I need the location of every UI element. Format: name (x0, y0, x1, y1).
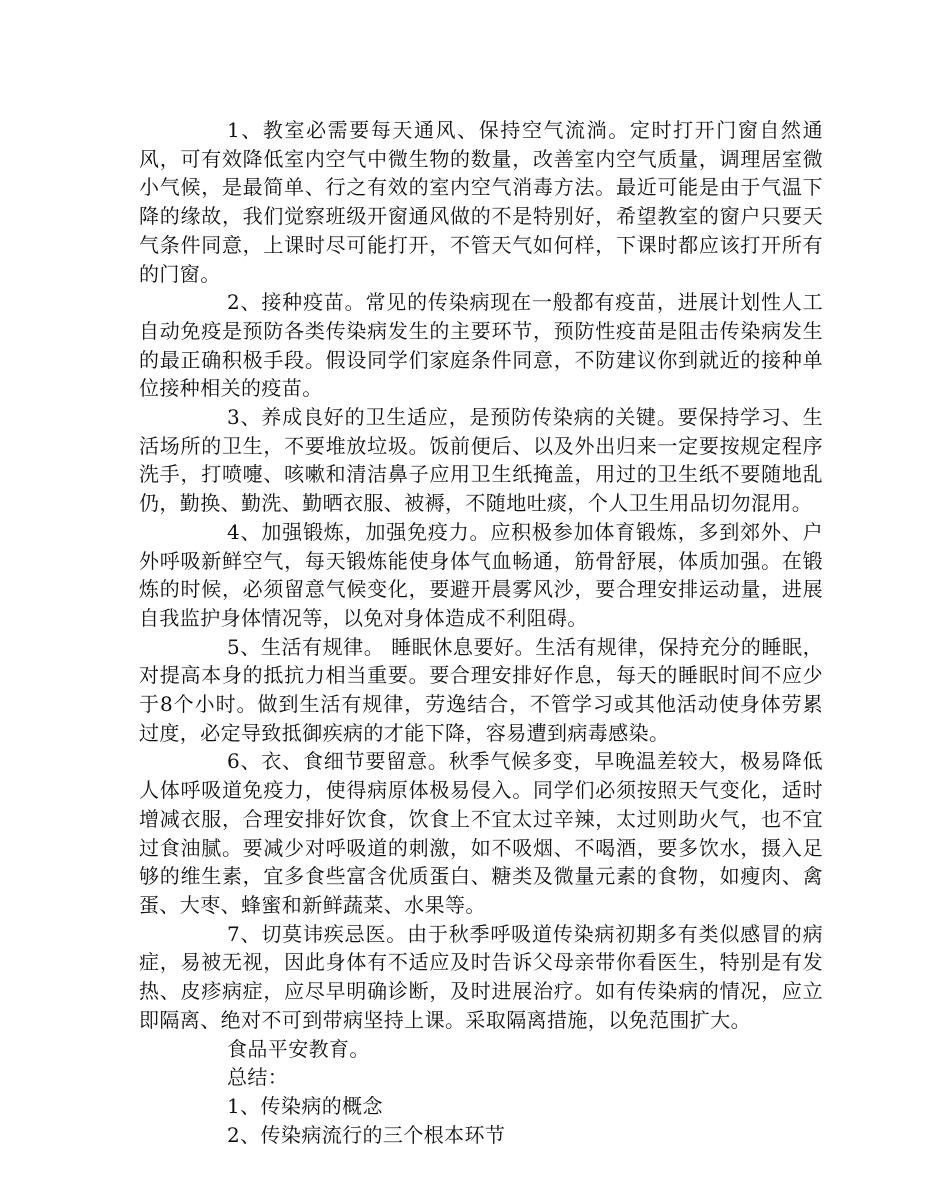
document-body (139, 116, 823, 1149)
line-food-safety: 食品平安教育。 (227, 1036, 370, 1061)
paragraph-regular-life: 5、生活有规律。 睡眠休息要好。生活有规律，保持充分的睡眠，对提高本身的抵抗力相当重要。要合理安排好作息，每天的睡眠时间不应少于8个小时。做到生活有规律，劳逸结合，不管学习或其他活动使身体劳累过度，必定导致抵御疾病的才能下降，容易遭到病毒感染。 (139, 634, 823, 745)
line-summary-item-1: 1、传染病的概念 (227, 1093, 383, 1118)
line-summary-item-2: 2、传染病流行的三个根本环节 (227, 1122, 506, 1147)
paragraph-ventilation: 1、教室必需要每天通风、保持空气流淌。定时打开门窗自然通风，可有效降低室内空气中微生物的数量，改善室内空气质量，调理居室微小气候，是最简单、行之有效的室内空气消毒方法。最近可能是由于气温下降的缘故，我们觉察班级开窗通风做的不是特别好，希望教室的窗户只要天气条件同意，上课时尽可能打开，不管天气如何样，下课时都应该打开所有的门窗。 (139, 118, 823, 286)
paragraph-clothing-food: 6、衣、食细节要留意。秋季气候多变，早晚温差较大，极易降低人体呼吸道免疫力，使得病原体极易侵入。同学们必须按照天气变化，适时增减衣服，合理安排好饮食，饮食上不宜太过辛辣，太过则助火气，也不宜过食油腻。要减少对呼吸道的刺激，如不吸烟、不喝酒，要多饮水，摄入足够的维生素，宜多食些富含优质蛋白、糖类及微量元素的食物，如瘦肉、禽蛋、大枣、蜂蜜和新鲜蔬菜、水果等。 (139, 749, 823, 917)
paragraph-exercise: 4、加强锻炼，加强免疫力。应积极参加体育锻炼，多到郊外、户外呼吸新鲜空气，每天锻炼能使身体气血畅通，筋骨舒展，体质加强。在锻炼的时候，必须留意气候变化，要避开晨雾风沙，要合理安排运动量，进展自我监护身体情况等，以免对身体造成不利阻碍。 (139, 519, 823, 630)
paragraph-see-doctor: 7、切莫讳疾忌医。由于秋季呼吸道传染病初期多有类似感冒的病症，易被无视，因此身体有不适应及时告诉父母亲带你看医生，特别是有发热、皮疹病症，应尽早明确诊断，及时进展治疗。如有传染病的情况，应立即隔离、绝对不可到带病坚持上课。采取隔离措施，以免范围扩大。 (139, 921, 823, 1032)
line-summary-heading: 总结： (227, 1065, 289, 1090)
paragraph-hygiene: 3、养成良好的卫生适应，是预防传染病的关键。要保持学习、生活场所的卫生，不要堆放垃圾。饭前便后、以及外出归来一定要按规定程序洗手，打喷嚏、咳嗽和清洁鼻子应用卫生纸掩盖，用过的卫生纸不要随地乱仍，勤换、勤洗、勤晒衣服、被褥，不随地吐痰，个人卫生用品切勿混用。 (139, 405, 823, 516)
paragraph-vaccination: 2、接种疫苗。常见的传染病现在一般都有疫苗，进展计划性人工自动免疫是预防各类传染病发生的主要环节，预防性疫苗是阻击传染病发生的最正确积极手段。假设同学们家庭条件同意，不防建议你到就近的接种单位接种相关的疫苗。 (139, 290, 823, 401)
